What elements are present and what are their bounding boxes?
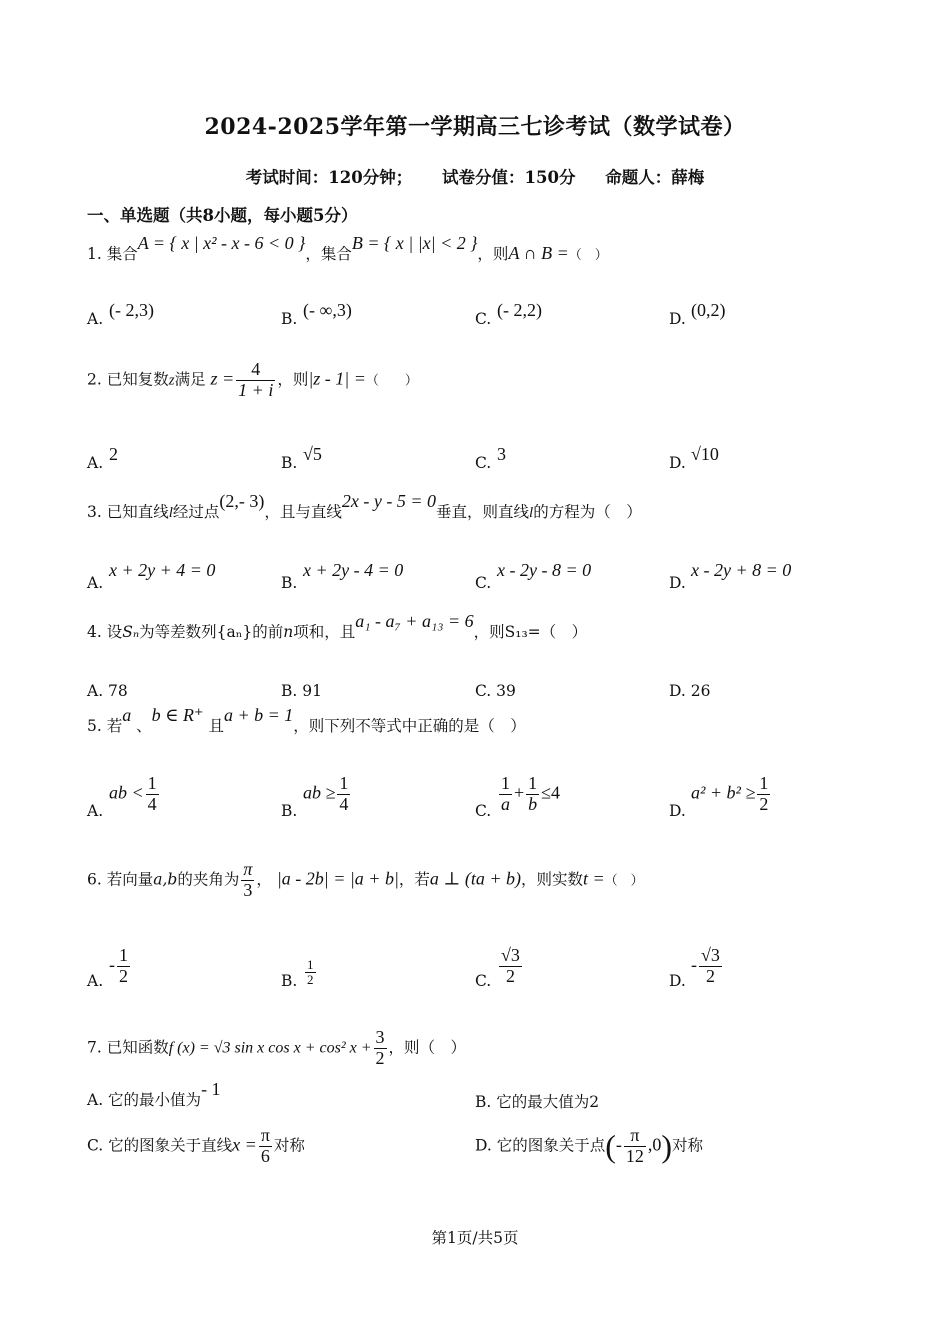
- q7-prefix: 7. 已知函数: [87, 1038, 169, 1057]
- q6-option-c-label: C.: [475, 972, 492, 990]
- q5-d-frac: [757, 774, 770, 815]
- q4-option-d: D. 26: [669, 682, 711, 700]
- q7-option-d-minus: -: [615, 1134, 622, 1155]
- q2-num: 4: [236, 360, 275, 381]
- q5-a-frac: [146, 774, 159, 815]
- q3-prefix: 3. 已知直线: [87, 503, 169, 521]
- q5-c-frac2: [526, 774, 539, 815]
- q7-num: 3: [375, 1027, 385, 1047]
- q7-option-a-text: A. 它的最小值为: [87, 1091, 202, 1109]
- section-heading: 一、单选题（共8小题，每小题5分）: [87, 206, 358, 225]
- q6-option-a: [109, 946, 132, 987]
- q4-option-c: C. 39: [475, 682, 516, 700]
- q1-paren: （ ）: [568, 248, 608, 263]
- q6-comma: ，: [256, 870, 272, 889]
- q5-option-c-label: C.: [475, 802, 492, 820]
- q6-a-num: 1: [119, 945, 128, 965]
- q6-paren: （ ）: [604, 873, 644, 889]
- q4-text2: 为等差数列{aₙ}的前: [139, 623, 284, 641]
- q7-option-c-frac: [259, 1126, 272, 1167]
- q3-end: 的方程为（ ）: [533, 503, 642, 521]
- q7-function: f (x) = √3 sin x cos x + cos² x +: [168, 1039, 372, 1057]
- q2-option-d-label: D.: [669, 454, 686, 472]
- q5-a-den: 4: [147, 793, 157, 814]
- question-4: [87, 611, 588, 642]
- q7-option-d-num: π: [624, 1126, 646, 1147]
- q6-angle-frac: [241, 860, 254, 901]
- q6-tail: ，则实数: [521, 870, 584, 889]
- q6-option-b: [303, 958, 318, 988]
- q6-a-frac: [117, 946, 130, 987]
- q5-option-a: [109, 774, 161, 815]
- q6-prefix: 6. 若向量: [87, 870, 154, 889]
- q7-option-c: [87, 1126, 305, 1167]
- q4-option-b: B. 91: [281, 682, 322, 700]
- q2-option-b-label: B.: [281, 454, 298, 472]
- q7-tail: ，则（ ）: [388, 1038, 467, 1057]
- q5-c-plus: +: [514, 782, 525, 803]
- q7-option-b: [475, 1090, 599, 1112]
- q6-mid2: ，若: [398, 870, 430, 889]
- q5-option-d-label: D.: [669, 802, 686, 820]
- q2-option-d: √10: [691, 444, 719, 464]
- q2-option-b: √5: [303, 444, 322, 464]
- q2-option-c: 3: [497, 444, 506, 464]
- q6-option-b-label: B.: [281, 972, 298, 990]
- q4-n: n: [283, 623, 294, 641]
- q6-c-frac: [499, 946, 522, 987]
- q7-option-d-tail: 对称: [672, 1136, 704, 1155]
- q6-a-minus: -: [109, 954, 115, 975]
- q3-option-c-label: C.: [475, 574, 492, 592]
- q5-b: b ∈ R⁺: [151, 705, 204, 725]
- q3-tail: 垂直，则直线: [436, 503, 530, 521]
- q5-tail: ，则下列不等式中正确的是（ ）: [293, 717, 526, 735]
- exam-time: 考试时间：120分钟；: [245, 168, 413, 187]
- q2-expr: |z - 1| =: [308, 368, 366, 389]
- q3-l2: l: [529, 505, 534, 521]
- q5-option-b-label: B.: [281, 802, 298, 820]
- q7-option-a-value: - 1: [201, 1079, 221, 1099]
- q3-l: l: [168, 505, 173, 521]
- q6-t: t =: [583, 868, 605, 889]
- q3-option-d: x - 2y + 8 = 0: [691, 560, 792, 580]
- q2-fraction: [236, 360, 275, 401]
- q5-mid: 且: [208, 717, 224, 735]
- q3-mid1: 经过点: [172, 503, 220, 521]
- q3-option-b-label: B.: [281, 574, 298, 592]
- q6-d-frac: [699, 946, 722, 987]
- q1-option-d: (0,2): [691, 300, 726, 320]
- q4-option-a: A. 78: [87, 682, 128, 700]
- q7-option-c-den: 6: [260, 1145, 270, 1166]
- q5-c-num1: 1: [501, 773, 510, 793]
- q5-c-rhs: ≤4: [541, 782, 561, 803]
- q7-option-d-rparen: ): [661, 1127, 673, 1164]
- q7-option-d-lparen: (: [605, 1127, 616, 1164]
- q4-text3: 项和，且: [293, 623, 356, 641]
- q1-expr: A ∩ B =: [508, 243, 569, 263]
- q6-option-d-label: D.: [669, 972, 686, 990]
- q3-mid2: ，且与直线: [264, 503, 342, 521]
- q7-option-b-value: 2: [589, 1093, 600, 1111]
- q7-option-d-den: 12: [625, 1145, 644, 1166]
- q7-option-d: [475, 1126, 703, 1167]
- q3-option-b: x + 2y - 4 = 0: [303, 560, 404, 580]
- q5-a-num: 1: [147, 773, 157, 793]
- q1-option-a: (- 2,3): [109, 300, 154, 320]
- q5-a: a: [122, 705, 132, 725]
- q1-option-b: (- ∞,3): [303, 300, 352, 320]
- q2-z: z: [168, 372, 175, 389]
- page-footer: 第1页/共5页: [431, 1229, 519, 1247]
- exam-author: 命题人：薛梅: [605, 168, 705, 187]
- q1-option-b-label: B.: [281, 310, 298, 328]
- q5-c-frac1: [499, 774, 512, 815]
- q2-option-c-label: C.: [475, 454, 492, 472]
- q1-prefix: 1. 集合: [87, 245, 138, 263]
- q6-c-den: 2: [505, 965, 515, 986]
- q4-s13: S₁₃=（ ）: [504, 623, 588, 641]
- q6-d-minus: -: [691, 954, 697, 975]
- q6-c-num: √3: [501, 945, 520, 965]
- q2-paren: （ ）: [365, 373, 418, 389]
- q7-option-d-text: D. 它的图象关于点: [475, 1136, 606, 1155]
- q5-b-frac: [337, 774, 350, 815]
- q5-c-den1: a: [501, 793, 510, 814]
- q6-d-den: 2: [705, 965, 715, 986]
- q7-frac: [374, 1028, 387, 1069]
- q7-option-a: [87, 1079, 221, 1110]
- q6-b-den: 2: [307, 972, 314, 988]
- q6-a-den: 2: [119, 965, 128, 986]
- q1-set-a: A = { x | x² - x - 6 < 0 }: [137, 233, 306, 253]
- q5-b-num: 1: [339, 773, 349, 793]
- q6-three: 3: [243, 879, 253, 900]
- q6-mid: 的夹角为: [177, 870, 240, 889]
- q1-option-c: (- 2,2): [497, 300, 542, 320]
- question-3: [87, 491, 642, 522]
- q5-option-c: [497, 774, 560, 815]
- q5-prefix: 5. 若: [87, 717, 123, 735]
- q2-mid: 满足: [174, 370, 206, 389]
- q1-tail: ，则: [477, 245, 509, 263]
- q5-d-expr: a² + b² ≥: [691, 782, 756, 803]
- q5-a-expr: ab <: [109, 782, 144, 803]
- q5-option-d: [691, 774, 772, 815]
- q3-option-c: x - 2y - 8 = 0: [497, 560, 592, 580]
- q7-option-c-x: x =: [232, 1134, 257, 1155]
- q4-text1: 4. 设: [87, 623, 123, 641]
- q1-option-a-label: A.: [87, 310, 104, 328]
- q5-b-den: 4: [339, 793, 349, 814]
- q6-d-num: √3: [701, 945, 720, 965]
- q4-text4: ，则: [473, 623, 505, 641]
- q3-option-d-label: D.: [669, 574, 686, 592]
- q6-option-d: [691, 946, 724, 987]
- q7-option-d-zero: ,0: [647, 1134, 662, 1155]
- question-7: [87, 1028, 466, 1069]
- q5-option-b: [303, 774, 352, 815]
- q7-den: 2: [375, 1047, 385, 1068]
- q6-ab: a,b: [153, 870, 178, 889]
- q7-option-c-text: C. 它的图象关于直线: [87, 1136, 233, 1155]
- q6-option-a-label: A.: [87, 972, 104, 990]
- q6-cond1: |a - 2b| = |a + b|: [276, 868, 399, 889]
- q2-option-a-label: A.: [87, 454, 104, 472]
- exam-title: 2024-2025学年第一学期高三七诊考试（数学试卷）: [204, 114, 746, 140]
- q5-b-expr: ab ≥: [303, 782, 336, 803]
- q6-cond2: a ⊥ (ta + b): [429, 868, 521, 889]
- exam-meta: [0, 164, 950, 188]
- q1-set-b: B = { x | |x| < 2 }: [351, 233, 478, 253]
- question-2: [87, 360, 418, 401]
- exam-score: 试卷分值：150分: [442, 168, 576, 187]
- question-5: [87, 705, 526, 736]
- q5-d-num: 1: [759, 773, 769, 793]
- q6-pi: π: [243, 859, 253, 879]
- q5-sep: 、: [136, 717, 152, 735]
- q1-option-c-label: C.: [475, 310, 492, 328]
- q3-option-a: x + 2y + 4 = 0: [109, 560, 216, 580]
- q7-option-b-text: B. 它的最大值为: [475, 1093, 590, 1111]
- q3-point: (2,- 3): [219, 491, 265, 511]
- q6-b-num: 1: [307, 957, 314, 972]
- q2-prefix: 2. 已知复数: [87, 370, 169, 389]
- q2-zeq: z =: [210, 368, 235, 389]
- q1-option-d-label: D.: [669, 310, 686, 328]
- q5-c-num2: 1: [528, 773, 538, 793]
- q4-expr: a₁ - a₇ + a₁₃ = 6: [355, 611, 474, 631]
- q6-b-frac: [305, 958, 316, 988]
- q2-option-a: 2: [109, 444, 118, 464]
- q5-c-den2: b: [528, 793, 538, 814]
- q6-option-c: [497, 946, 524, 987]
- q7-option-c-num: π: [260, 1125, 270, 1145]
- q5-option-a-label: A.: [87, 802, 104, 820]
- question-6: [87, 860, 644, 901]
- q5-d-den: 2: [759, 793, 769, 814]
- q3-option-a-label: A.: [87, 574, 104, 592]
- q4-sn: Sₙ: [122, 623, 140, 641]
- q3-line: 2x - y - 5 = 0: [341, 491, 437, 511]
- q7-option-d-frac: [624, 1126, 646, 1167]
- q7-option-c-tail: 对称: [273, 1136, 305, 1155]
- question-1: [87, 233, 608, 264]
- q2-den: 1 + i: [238, 379, 274, 400]
- q1-mid: ，集合: [305, 245, 352, 263]
- q5-cond: a + b = 1: [223, 705, 294, 725]
- q2-tail: ，则: [277, 370, 309, 389]
